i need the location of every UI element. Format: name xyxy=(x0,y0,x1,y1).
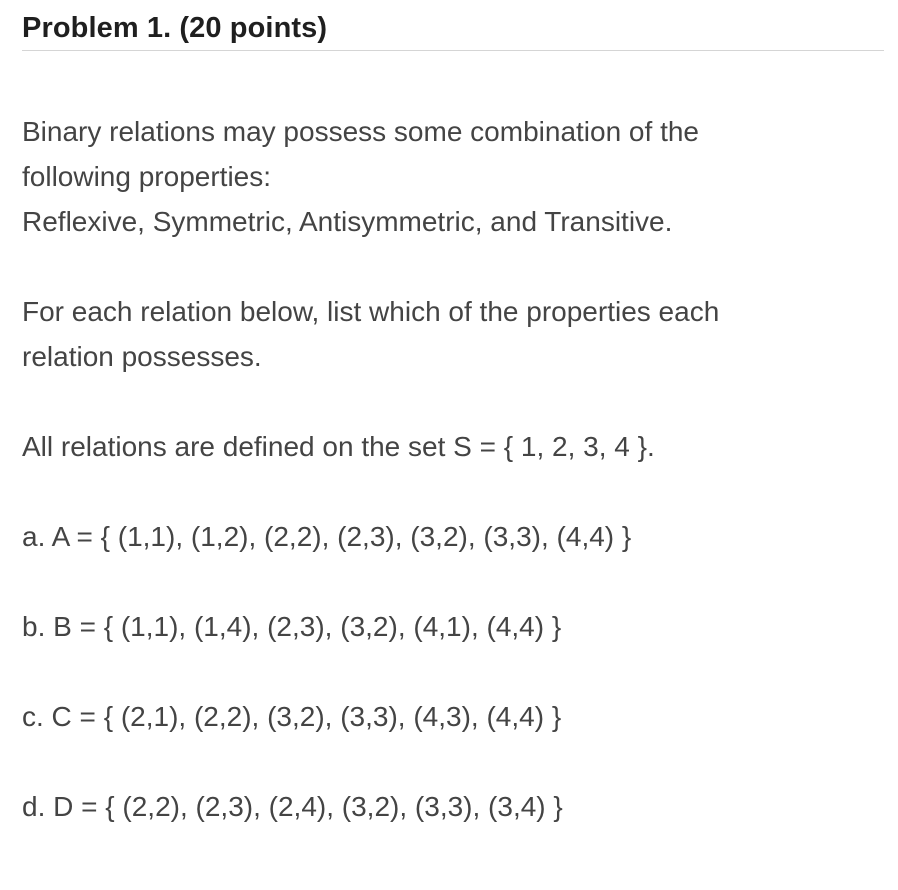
relation-a: a. A = { (1,1), (1,2), (2,2), (2,3), (3,2), (3,3), (4,4) } xyxy=(22,521,632,552)
intro-line-3: Reflexive, Symmetric, Antisymmetric, and Transitive. xyxy=(22,206,673,237)
spacer xyxy=(22,559,882,604)
instruction-line-2: relation possesses. xyxy=(22,341,262,372)
problem-body xyxy=(22,109,882,829)
intro-line-2: following properties: xyxy=(22,161,272,192)
problem-header xyxy=(22,8,884,51)
relation-d: d. D = { (2,2), (2,3), (2,4), (3,2), (3,3), (3,4) } xyxy=(22,791,563,822)
spacer xyxy=(22,379,882,424)
set-definition: All relations are defined on the set S = { 1, 2, 3, 4 }. xyxy=(22,431,655,462)
relation-b: b. B = { (1,1), (1,4), (2,3), (3,2), (4,1), (4,4) } xyxy=(22,611,562,642)
intro-line-1: Binary relations may possess some combination of the xyxy=(22,116,699,147)
spacer xyxy=(22,739,882,784)
spacer xyxy=(22,649,882,694)
instruction-line-1: For each relation below, list which of the properties each xyxy=(22,296,720,327)
spacer xyxy=(22,469,882,514)
spacer xyxy=(22,244,882,289)
problem-title: Problem 1. (20 points) xyxy=(22,12,328,44)
relation-c: c. C = { (2,1), (2,2), (3,2), (3,3), (4,3), (4,4) } xyxy=(22,701,562,732)
